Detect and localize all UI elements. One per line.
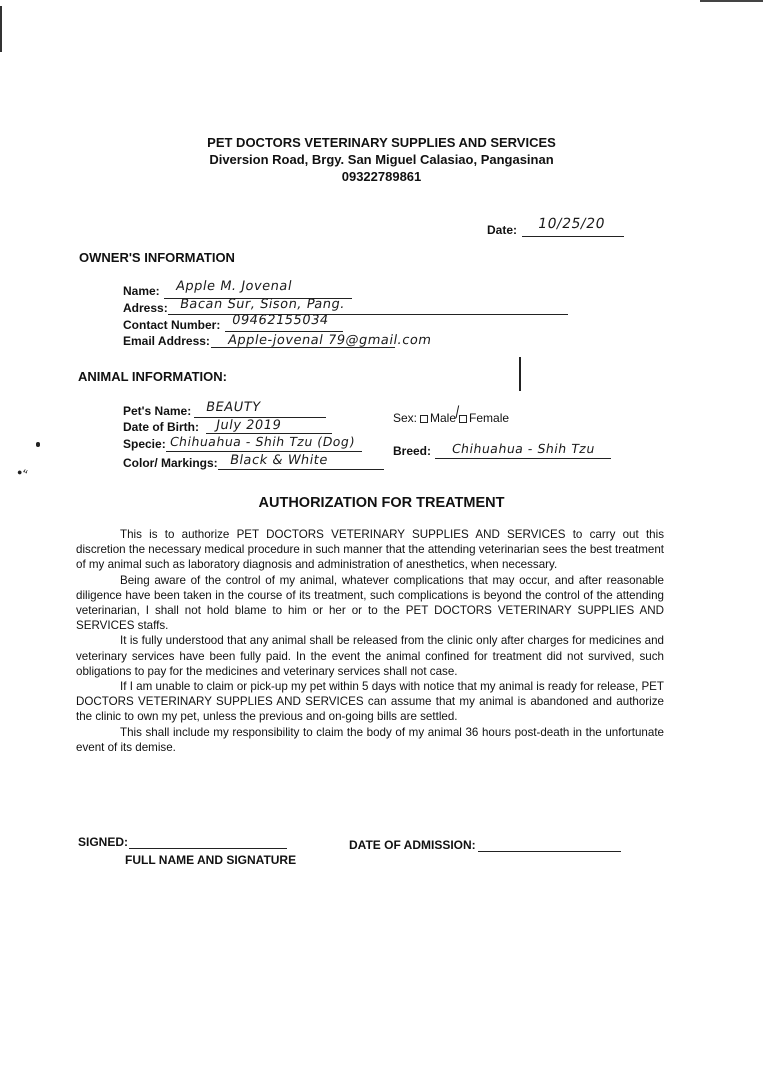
breed-label: Breed: [393, 444, 432, 458]
sex-male-checkbox [420, 415, 428, 423]
company-name: PET DOCTORS VETERINARY SUPPLIES AND SERVICES [207, 135, 556, 150]
signature-caption: FULL NAME AND SIGNATURE [125, 853, 297, 867]
scan-mark [36, 442, 40, 447]
specie-label: Specie: [123, 437, 166, 451]
admission-label: DATE OF ADMISSION: [349, 838, 476, 852]
scan-mark [519, 357, 521, 391]
signature-line [129, 848, 287, 849]
owner-name-value: Apple M. Jovenal [174, 279, 294, 294]
animal-heading: ANIMAL INFORMATION: [78, 369, 227, 384]
company-address: Diversion Road, Brgy. San Miguel Calasiao, Pangasinan [209, 152, 554, 167]
owner-heading: OWNER'S INFORMATION [79, 250, 235, 265]
owner-contact-value: 09462155034 [230, 313, 330, 328]
sex-label: Sex: [393, 411, 418, 425]
date-label: Date: [487, 223, 518, 237]
scan-edge-mark [0, 6, 2, 52]
authorization-paragraph: If I am unable to claim or pick-up my pet within 5 days with notice that my animal is ready for release, PET DOCTORS VETERINARY SUPPLIES AND SERVICES can assume that my animal is abandoned and authorize the clinic to own my pet, unless the previous and on-going bills are settled. [76, 680, 664, 724]
authorization-paragraph: This shall include my responsibility to claim the body of my animal 36 hours post-death in the unfortunate event of its demise. [76, 725, 664, 754]
company-phone: 09322789861 [341, 169, 422, 184]
date-line [522, 236, 624, 237]
authorization-paragraph: Being aware of the control of my animal, whatever complications that may occur, and after reasonable diligence have been taken in the course of its treatment, such complications is beyond the control of the attending veterinarian, I shall not hold blame to him or her or to the PET DOCTORS VETERINARY SUPPLIES AND SERVICES staffs. [76, 573, 664, 633]
breed-value: Chihuahua - Shih Tzu [450, 441, 597, 456]
sex-male-label: Male [430, 411, 457, 425]
owner-email-label: Email Address: [123, 334, 210, 348]
admission-line [478, 851, 621, 852]
pet-name-label: Pet's Name: [123, 404, 192, 418]
owner-address-label: Adress: [123, 301, 168, 315]
color-value: Black & White [228, 453, 330, 468]
color-label: Color/ Markings: [123, 456, 218, 470]
sex-female-label: Female [469, 411, 510, 425]
owner-email-value: Apple-jovenal 79@gmail.com [226, 333, 433, 348]
sex-female-checkbox [454, 403, 467, 423]
owner-name-label: Name: [123, 284, 160, 298]
owner-address-value: Bacan Sur, Sison, Pang. [178, 297, 347, 312]
owner-contact-label: Contact Number: [123, 318, 221, 332]
authorization-body [76, 527, 664, 755]
breed-line [435, 458, 611, 459]
authorization-paragraph: It is fully understood that any animal shall be released from the clinic only after charges for medicines and veterinary services have been fully paid. In the event the animal confined for treatment did not survived, such obligations to pay for the medicines and veterinary services shall not case. [76, 634, 664, 678]
owner-address-line [168, 314, 568, 315]
authorization-paragraph: This is to authorize PET DOCTORS VETERINARY SUPPLIES AND SERVICES to carry out this discretion the necessary medical procedure in such manner that the attending veterinarian sees the best treatment of my animal such as laboratory diagnosis and administration of anesthetics, when necessary. [76, 528, 664, 572]
scan-mark: •“ [14, 463, 30, 483]
specie-line [166, 451, 362, 452]
specie-value: Chihuahua - Shih Tzu (Dog) [168, 434, 357, 449]
dob-label: Date of Birth: [123, 420, 199, 434]
dob-value: July 2019 [214, 418, 283, 433]
authorization-title: AUTHORIZATION FOR TREATMENT [258, 495, 505, 511]
pet-name-value: BEAUTY [204, 400, 262, 415]
date-value: 10/25/20 [536, 216, 607, 232]
owner-contact-line [225, 331, 343, 332]
scan-edge-mark [700, 0, 763, 2]
color-line [218, 469, 384, 470]
sex-field [393, 403, 510, 425]
signed-label: SIGNED: [78, 835, 129, 849]
checkmark-icon: ∕ [454, 403, 463, 421]
